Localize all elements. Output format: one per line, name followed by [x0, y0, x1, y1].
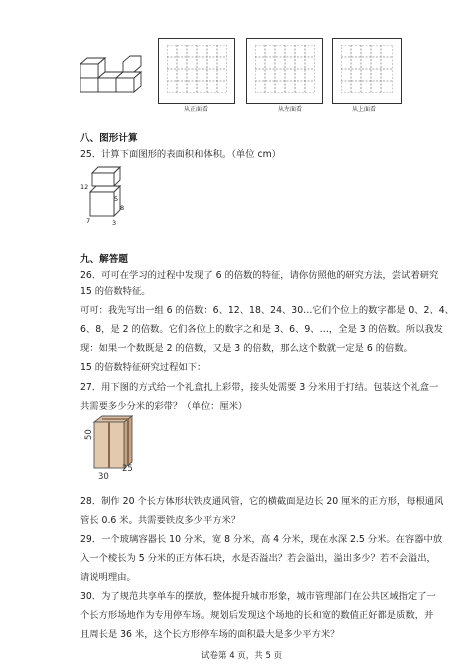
left-view-caption: 从左面看 — [278, 106, 303, 113]
front-view-caption: 从正面看 — [184, 106, 209, 113]
section-heading-word-problems: 九、解答题 — [80, 254, 128, 265]
q26-line-5: 现：如果一个数既是 2 的倍数，又是 3 的倍数，那么这个数就一定是 6 的倍数。 — [80, 343, 413, 354]
q28-line-1: 28．制作 20 个长方体形状铁皮通风管，它的横截面是边长 20 厘米的正方形，每根通风 — [80, 496, 444, 507]
left-view-grid — [255, 45, 315, 93]
q30-line-1: 30．为了规范共享单车的摆放，整体提升城市形象，城市管理部门在公共区域指定了一 — [80, 591, 436, 602]
q29-line-2: 入一个棱长为 5 分米的正方体石块，水是否溢出？若会溢出，溢出多少？若不会溢出， — [80, 553, 436, 564]
gift-height-label: 50 — [84, 429, 94, 440]
dim-label-12: 12 — [80, 183, 89, 191]
dim-label-5: 5 — [114, 195, 119, 203]
composite-box-figure — [88, 164, 130, 226]
q26-line-2: 15 的倍数特征。 — [80, 286, 151, 297]
question-25: 25．计算下面图形的表面积和体积。（单位 cm） — [80, 149, 281, 160]
gift-depth-label: 25 — [122, 464, 133, 474]
section-heading-shape-calc: 八、图形计算 — [80, 133, 138, 144]
left-view-grid-panel[interactable] — [246, 38, 323, 104]
q26-line-4: 6、8，是 2 的倍数。它们各位上的数字之和是 3、6、9、…，全是 3 的倍数。所以我发 — [80, 324, 443, 335]
q27-line-1: 27．用下图的方式给一个礼盒扎上彩带，接头处需要 3 分米用于打结。包装这个礼盒一 — [80, 382, 439, 393]
top-view-grid — [341, 45, 393, 93]
q29-line-1: 29．一个玻璃容器长 10 分米，宽 8 分米，高 4 分米，现在水深 2.5 分米。在容器中放 — [80, 534, 443, 545]
q30-line-3: 且周长是 36 米，这个长方形停车场的面积最大是多少平方米？ — [80, 629, 340, 640]
dim-label-3: 3 — [112, 219, 117, 227]
top-view-grid-panel[interactable] — [332, 38, 402, 104]
page-footer: 试卷第 4 页，共 5 页 — [201, 651, 283, 661]
front-view-grid-panel[interactable] — [158, 38, 235, 104]
q30-line-2: 个长方形场地作为专用停车场。规划后发现这个场地的长和宽的数值正好都是质数，并 — [80, 610, 434, 621]
cube-stack-figure — [80, 54, 144, 94]
q27-line-2: 共需要多少分米的彩带？（单位：厘米） — [80, 401, 248, 412]
front-view-grid — [167, 45, 227, 93]
q26-line-6: 15 的倍数特征研究过程如下： — [80, 362, 207, 373]
q26-line-3: 可可：我先写出一组 6 的倍数：6、12、18、24、30…它们个位上的数字都是 0、2、4、 — [80, 305, 454, 316]
top-view-caption: 从上面看 — [352, 106, 377, 113]
q29-line-3: 请说明理由。 — [80, 572, 136, 583]
gift-width-label: 30 — [98, 472, 109, 482]
q28-line-2: 管长 0.6 米。共需要铁皮多少平方米？ — [80, 515, 241, 526]
dim-label-7: 7 — [86, 217, 91, 225]
dim-label-8: 8 — [120, 204, 125, 212]
q26-line-1: 26．可可在学习的过程中发现了 6 的倍数的特征，请你仿照他的研究方法，尝试着研究 — [80, 270, 439, 281]
